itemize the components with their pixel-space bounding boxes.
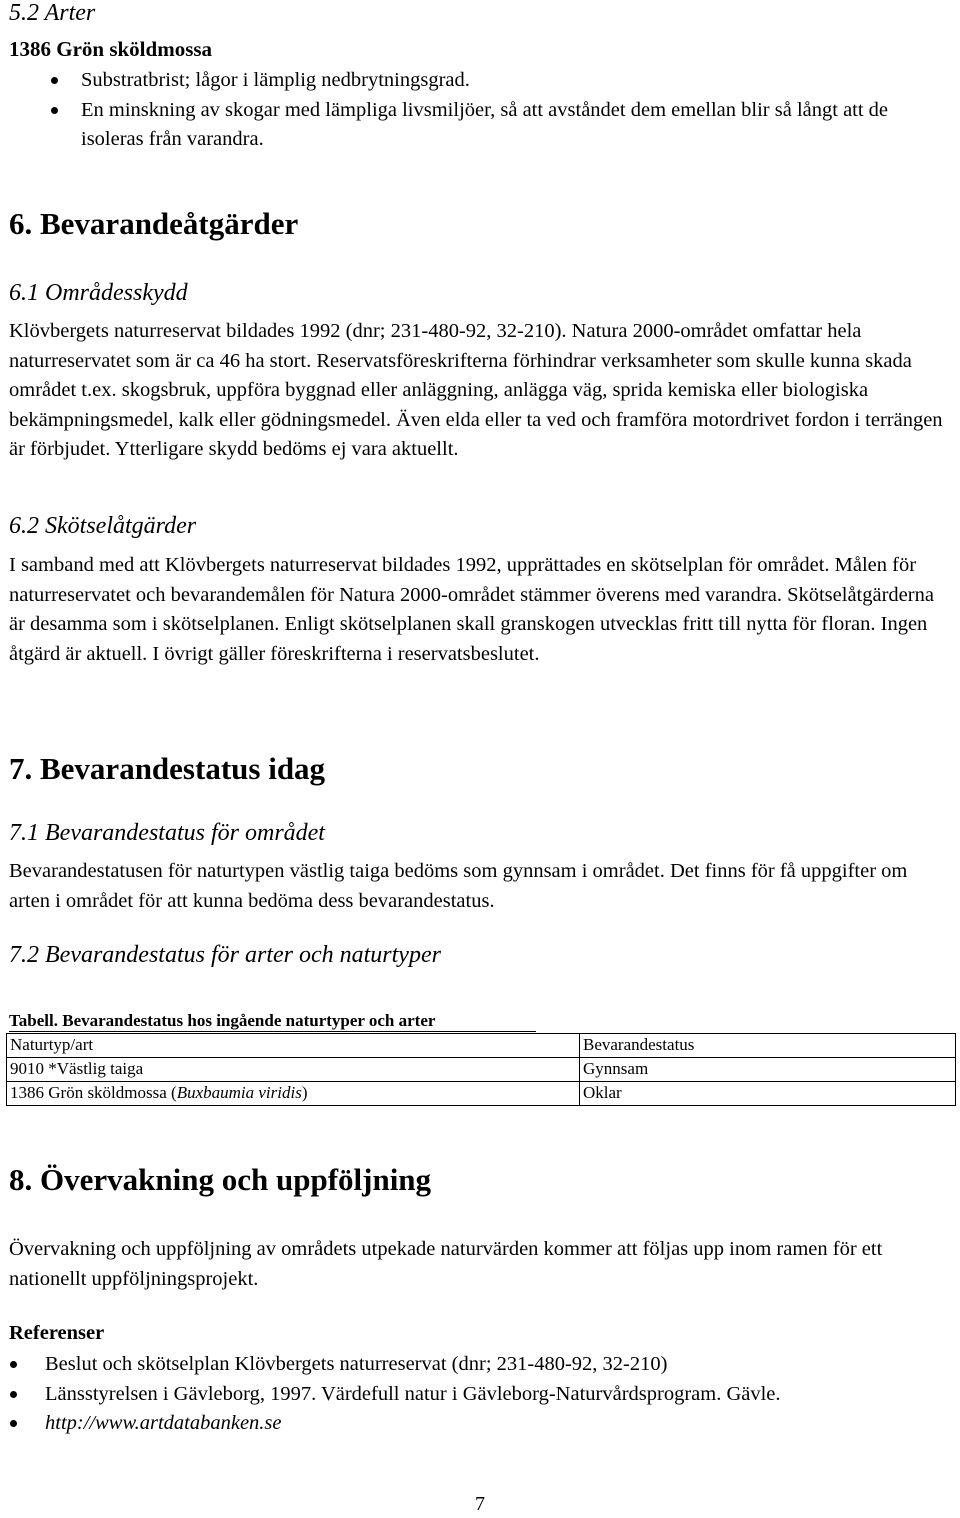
table-cell: Gynnsam <box>580 1058 956 1082</box>
list-item: En minskning av skogar med lämpliga livsmiljöer, så att avståndet dem emellan blir så långt att de isoleras från varandra. <box>0 96 947 155</box>
table-cell: Oklar <box>580 1082 956 1106</box>
section-6-1-text: Klövbergets naturreservat bildades 1992 (dnr; 231-480-92, 32-210). Natura 2000-området omfattar hela naturreservatet som är ca 46 ha stort. Reservatsföreskrifterna förhindrar verksamheter som skulle kunna skada området t.ex. skogsbruk, uppföra byggnad eller anläggning, anlägga väg, sprida kemiska eller biologiska bekämpningsmedel, kalk eller gödningsmedel. Även elda eller ta ved och framföra motordrivet fordon i terrängen är förbjudet. Ytterligare skydd bedöms ej vara aktuellt. <box>9 320 943 460</box>
table-cell: 1386 Grön sköldmossa (Buxbaumia viridis) <box>7 1082 580 1106</box>
table-caption: Tabell. Bevarandestatus hos ingående naturtyper och arter <box>9 1011 436 1030</box>
table-header-row <box>7 1034 956 1058</box>
section-6-2-text: I samband med att Klövbergets naturreservat bildades 1992, upprättades en skötselplan för området. Målen för naturreservatet och bevarandemålen för Natura 2000-området stämmer överens med varandra. Skötselåtgärderna är desamma som i skötselplanen. Enligt skötselplanen skall granskogen utvecklas fritt till nytta för floran. Ingen åtgärd är aktuell. I övrigt gäller föreskrifterna i reservatsbeslutet. <box>9 554 934 665</box>
caption-underline <box>9 1031 536 1032</box>
status-table <box>6 1033 956 1106</box>
table-header-cell: Naturtyp/art <box>7 1034 580 1058</box>
table-header-cell: Bevarandestatus <box>580 1034 956 1058</box>
section-7-heading: 7. Bevarandestatus idag <box>9 751 326 786</box>
section-8-text: Övervakning och uppföljning av områdets utpekade naturvärden kommer att följas upp inom ramen för ett nationellt uppföljningsprojekt. <box>9 1238 883 1290</box>
section-7-1-text: Bevarandestatusen för naturtypen västlig taiga bedöms som gynnsam i området. Det finns för få uppgifter om arten i området för att kunna bedöma dess bevarandestatus. <box>9 860 908 912</box>
references-heading: Referenser <box>9 1322 105 1344</box>
section-5-2-heading: 5.2 Arter <box>9 0 96 26</box>
table-cell: 9010 *Västlig taiga <box>7 1058 580 1082</box>
table-row <box>7 1082 956 1106</box>
bullet-icon <box>10 1361 17 1368</box>
section-8-heading: 8. Övervakning och uppföljning <box>9 1162 432 1197</box>
section-7-1-heading: 7.1 Bevarandestatus för området <box>9 820 325 846</box>
list-item: Substratbrist; lågor i lämplig nedbrytningsgrad. <box>0 66 960 96</box>
list-item <box>0 1409 960 1439</box>
bullet-icon <box>51 107 58 114</box>
page-number: 7 <box>475 1493 485 1515</box>
latin-name: Buxbaumia viridis <box>176 1083 302 1102</box>
section-6-1-heading: 6.1 Områdesskydd <box>9 280 188 306</box>
bullet-icon <box>51 77 58 84</box>
section-6-2-heading: 6.2 Skötselåtgärder <box>9 513 197 539</box>
species-heading: 1386 Grön sköldmossa <box>9 37 213 61</box>
list-item: Länsstyrelsen i Gävleborg, 1997. Värdefull natur i Gävleborg-Naturvårdsprogram. Gävle. <box>0 1380 960 1410</box>
threat-list <box>0 66 960 155</box>
bullet-icon <box>10 1391 17 1398</box>
section-7-2-heading: 7.2 Bevarandestatus för arter och naturtyper <box>9 942 441 968</box>
table-row <box>7 1058 956 1082</box>
list-item: Beslut och skötselplan Klövbergets naturreservat (dnr; 231-480-92, 32-210) <box>0 1350 960 1380</box>
section-6-heading: 6. Bevarandeåtgärder <box>9 206 299 241</box>
references-list <box>0 1350 960 1439</box>
reference-link[interactable]: http://www.artdatabanken.se <box>45 1412 282 1434</box>
bullet-icon <box>10 1420 17 1427</box>
